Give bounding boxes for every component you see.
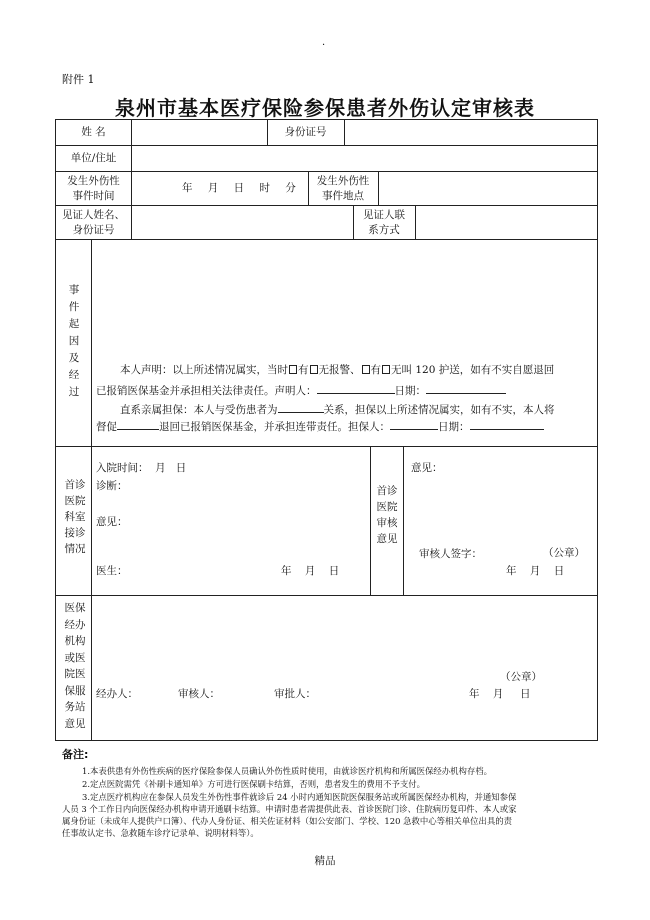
col-divider <box>131 145 132 171</box>
attachment-label: 附件 1 <box>62 73 95 86</box>
event-time-label: 发生外伤性 <box>67 175 120 187</box>
col-divider <box>91 239 92 446</box>
admission-time-label: 入院时间： 月 日 <box>96 462 187 474</box>
agency-opinion-field[interactable] <box>93 597 596 667</box>
event-place-label: 事件地点 <box>322 190 364 202</box>
witness-contact-label: 见证人联 <box>363 209 405 221</box>
diagnosis-label: 诊断： <box>96 480 128 492</box>
checkbox-icon[interactable] <box>289 365 297 374</box>
witness-contact-label: 系方式 <box>368 224 400 236</box>
official-seal-label: （公章） <box>543 547 585 559</box>
checkbox-icon[interactable] <box>362 365 370 374</box>
notes-heading: 备注: <box>62 748 89 761</box>
top-dot: · <box>322 40 326 51</box>
declarant-field[interactable] <box>317 382 395 394</box>
handler-label: 经办人： <box>96 688 138 700</box>
col-divider <box>91 446 92 595</box>
checkbox-icon[interactable] <box>310 365 318 374</box>
page-title: 泉州市基本医疗保险参保患者外伤认定审核表 <box>115 96 535 120</box>
col-divider <box>91 595 92 740</box>
id-number-field[interactable] <box>346 121 596 144</box>
review-opinion-field[interactable] <box>405 476 595 542</box>
row-divider <box>56 145 597 146</box>
name-label: 姓 名 <box>81 126 106 138</box>
review-side-label: 首诊医院审核意见 <box>376 485 398 545</box>
unit-address-field[interactable] <box>133 147 596 170</box>
col-divider <box>378 171 379 205</box>
note-1: 1.本表供患有外伤性疾病的医疗保险参保人员确认外伤性质时使用，由就诊医疗机构和所属医保经办机构存档。 <box>82 766 492 776</box>
agency-date-line: 年 月 日 <box>469 688 531 700</box>
witness-field[interactable] <box>133 207 351 238</box>
witness-label: 身份证号 <box>72 224 115 236</box>
first-visit-side-label: 首诊医院科室接诊情况 <box>64 479 86 555</box>
col-divider <box>403 446 404 595</box>
col-divider <box>344 120 345 145</box>
row-divider <box>56 171 597 172</box>
form-table <box>55 119 598 741</box>
review-date-line: 年 月 日 <box>506 565 565 577</box>
event-place-field[interactable] <box>380 173 596 204</box>
review-opinion-label: 意见： <box>411 462 443 474</box>
approver-label: 审批人： <box>274 688 316 700</box>
row-divider <box>56 595 597 596</box>
event-side-label: 事件起因及经过 <box>68 284 80 398</box>
row-divider <box>56 446 597 447</box>
agency-side-label: 医保经办机构或医院医保服务站意见 <box>64 602 86 730</box>
agency-seal-label: （公章） <box>500 671 542 683</box>
opinion-label: 意见： <box>96 516 128 528</box>
relationship-field[interactable] <box>278 401 324 413</box>
col-divider <box>131 205 132 239</box>
declaration-date-field[interactable] <box>426 382 506 394</box>
note-3-cont: 任事故认定书、急救随车诊疗记录单、说明材料等）。 <box>62 828 259 838</box>
name-field[interactable] <box>133 121 265 144</box>
col-divider <box>415 205 416 239</box>
note-3-cont: 人员 3 个工作日内向医保经办机构申请开通刷卡结算。申请时患者需提供此表、首诊医院门诊、住院病历复印件、本人或家 <box>62 804 517 814</box>
event-time-label: 事件时间 <box>72 190 115 202</box>
col-divider <box>370 446 371 595</box>
note-3-cont: 属身份证（未成年人提供户口簿）、代办人身份证、相关佐证材料（如公安部门、学校、120 急救中心等相关单位出具的责 <box>62 816 512 826</box>
row-divider <box>56 239 597 240</box>
note-2: 2.定点医院需凭《补刷卡通知单》方可进行医保刷卡结算，否则，患者发生的费用不予支付。 <box>82 779 425 789</box>
guarantor-field[interactable] <box>390 418 438 430</box>
checkbox-icon[interactable] <box>382 365 390 374</box>
unit-address-label: 单位/住址 <box>70 152 117 164</box>
row-divider <box>56 205 597 206</box>
witness-label: 见证人姓名、 <box>62 209 125 221</box>
col-divider <box>131 120 132 145</box>
event-place-label: 发生外伤性 <box>316 175 370 187</box>
footer-label: 精品 <box>314 855 336 867</box>
declaration-line-2: 已报销医保基金并承担相关法律责任。声明人： 日期： <box>96 382 506 398</box>
guarantee-line-2: 督促 退回已报销医保基金，并承担连带责任。担保人： 日期： <box>96 418 544 434</box>
auditor-label: 审核人： <box>178 688 220 700</box>
note-3: 3.定点医疗机构应在参保人员发生外伤性事件就诊后 24 小时内通知医院医保服务站或所属医保经办机构，并通知参保 <box>82 792 517 802</box>
doctor-date-line: 年 月 日 <box>281 565 340 577</box>
guarantee-date-field[interactable] <box>470 418 544 430</box>
supervise-field[interactable] <box>117 418 159 430</box>
reviewer-signature-label: 审核人签字： <box>419 548 482 560</box>
id-number-label: 身份证号 <box>284 126 327 138</box>
witness-contact-field[interactable] <box>417 207 596 238</box>
diagnosis-field[interactable] <box>93 490 368 560</box>
declaration-line-1: 本人声明：以上所述情况属实，当时 有 无报警、 有 无叫 120 护送，如有不实自愿退回 <box>120 364 555 376</box>
event-time-field[interactable]: 年 月 日 时 分 <box>182 182 296 194</box>
guarantee-line-1: 直系亲属担保：本人与受伤患者为 关系，担保以上所述情况属实，如有不实，本人将 <box>120 401 555 417</box>
event-description-field[interactable] <box>93 241 596 351</box>
col-divider <box>131 171 132 205</box>
doctor-label: 医生： <box>96 565 128 577</box>
